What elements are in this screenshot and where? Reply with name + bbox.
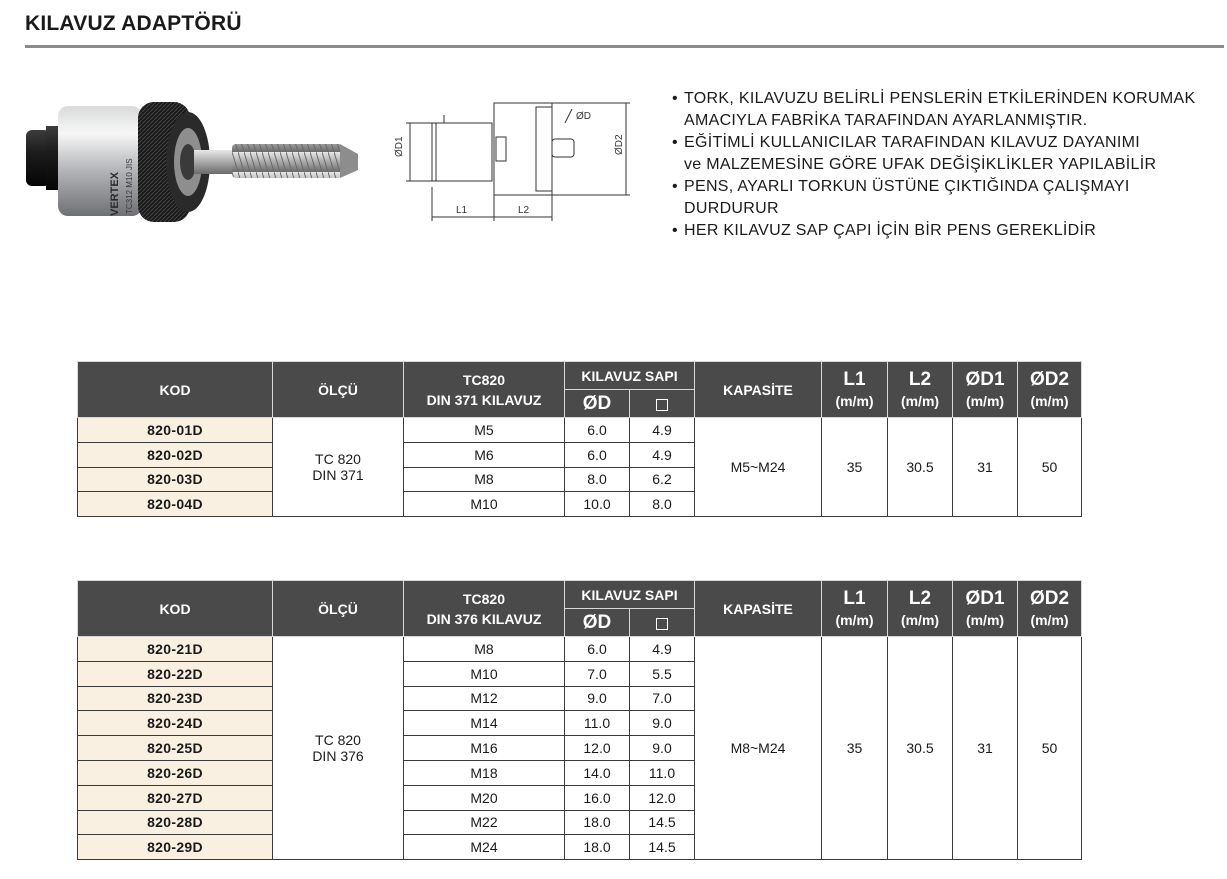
spec-table-din376 bbox=[77, 580, 1082, 860]
cell-square: 9.0 bbox=[630, 711, 695, 736]
label-l2: L2 bbox=[518, 205, 530, 216]
cell-square: 8.0 bbox=[630, 492, 695, 517]
cell-kod: 820-26D bbox=[78, 760, 273, 785]
olcu-line: DIN 371 bbox=[312, 467, 364, 484]
cell-kod: 820-25D bbox=[78, 736, 273, 761]
cell-kod: 820-28D bbox=[78, 810, 273, 835]
feature-list bbox=[672, 88, 1227, 242]
cell-square: 14.5 bbox=[630, 835, 695, 860]
label-d: ØD bbox=[576, 111, 591, 122]
tap-adapter-photo bbox=[22, 92, 362, 232]
cell-tap: M12 bbox=[404, 686, 565, 711]
cell-od: 10.0 bbox=[565, 492, 630, 517]
feature-text: ve MALZEMESİNE GÖRE UFAK DEĞİŞİKLİKLER YAPILABİLİR bbox=[684, 156, 1157, 173]
cell-d1: 31 bbox=[953, 637, 1018, 860]
olcu-line: TC 820 bbox=[315, 451, 361, 468]
label-d1: ØD1 bbox=[394, 136, 405, 157]
feature-item bbox=[672, 88, 1227, 132]
header-od: ØD bbox=[565, 609, 630, 637]
header-tc820: TC820 bbox=[462, 371, 506, 388]
header-kapasite: KAPASİTE bbox=[695, 581, 822, 637]
feature-item bbox=[672, 176, 1227, 220]
cell-kod: 820-24D bbox=[78, 711, 273, 736]
cell-kod: 820-29D bbox=[78, 835, 273, 860]
header-l1: L1 (m/m) bbox=[822, 362, 888, 418]
bullet-icon: • bbox=[672, 222, 678, 239]
cell-l1: 35 bbox=[822, 418, 888, 517]
cell-square: 4.9 bbox=[630, 418, 695, 443]
cell-tap: M24 bbox=[404, 835, 565, 860]
cell-od: 14.0 bbox=[565, 760, 630, 785]
page-title: KILAVUZ ADAPTÖRÜ bbox=[25, 12, 242, 35]
feature-text: PENS, AYARLI TORKUN ÜSTÜNE ÇIKTIĞINDA ÇALIŞMAYI bbox=[684, 178, 1130, 195]
header-din: DIN 376 KILAVUZ bbox=[426, 610, 542, 627]
cell-square: 7.0 bbox=[630, 686, 695, 711]
cell-kod: 820-04D bbox=[78, 492, 273, 517]
cell-l2: 30.5 bbox=[888, 418, 953, 517]
olcu-line: TC 820 bbox=[315, 732, 361, 749]
cell-square: 6.2 bbox=[630, 467, 695, 492]
cell-d2: 50 bbox=[1018, 418, 1082, 517]
cell-tap: M16 bbox=[404, 736, 565, 761]
cell-tap: M8 bbox=[404, 637, 565, 662]
cell-kod: 820-23D bbox=[78, 686, 273, 711]
cell-kod: 820-27D bbox=[78, 785, 273, 810]
cell-tap: M20 bbox=[404, 785, 565, 810]
label-l1: L1 bbox=[456, 205, 468, 216]
label-d2: ØD2 bbox=[614, 134, 625, 155]
header-l2: L2 (m/m) bbox=[888, 362, 953, 418]
title-divider bbox=[25, 45, 1224, 48]
cell-d2: 50 bbox=[1018, 637, 1082, 860]
feature-text: EĞİTİMLİ KULLANICILAR TARAFINDAN KILAVUZ DAYANIMI bbox=[684, 134, 1140, 151]
header-kapasite: KAPASİTE bbox=[695, 362, 822, 418]
header-olcu: ÖLÇÜ bbox=[273, 362, 404, 418]
bullet-icon: • bbox=[672, 178, 678, 195]
cell-l1: 35 bbox=[822, 637, 888, 860]
model-engraving: TC312 M10 JIS bbox=[125, 158, 134, 214]
cell-od: 18.0 bbox=[565, 835, 630, 860]
cell-tap: M14 bbox=[404, 711, 565, 736]
cell-square: 12.0 bbox=[630, 785, 695, 810]
header-d2: ØD2 (m/m) bbox=[1018, 362, 1082, 418]
cell-kapasite: M5~M24 bbox=[695, 418, 822, 517]
cell-kod: 820-01D bbox=[78, 418, 273, 443]
cell-tap: M6 bbox=[404, 442, 565, 467]
olcu-line: DIN 376 bbox=[312, 748, 364, 765]
cell-od: 12.0 bbox=[565, 736, 630, 761]
cell-d1: 31 bbox=[953, 418, 1018, 517]
cell-olcu bbox=[273, 418, 404, 517]
cell-tap: M10 bbox=[404, 492, 565, 517]
cell-od: 7.0 bbox=[565, 661, 630, 686]
cell-kapasite: M8~M24 bbox=[695, 637, 822, 860]
feature-item bbox=[672, 220, 1227, 242]
bullet-icon: • bbox=[672, 134, 678, 151]
cell-square: 14.5 bbox=[630, 810, 695, 835]
feature-text: DURDURUR bbox=[684, 200, 779, 217]
bullet-icon: • bbox=[672, 90, 678, 107]
header-tc820: TC820 bbox=[462, 590, 506, 607]
cell-square: 11.0 bbox=[630, 760, 695, 785]
header-tap-standard bbox=[404, 581, 565, 637]
cell-square: 4.9 bbox=[630, 442, 695, 467]
technical-drawing bbox=[390, 95, 640, 225]
square-icon bbox=[656, 399, 668, 411]
header-d1: ØD1 (m/m) bbox=[953, 581, 1018, 637]
cell-square: 4.9 bbox=[630, 637, 695, 662]
header-square bbox=[630, 609, 695, 637]
cell-tap: M8 bbox=[404, 467, 565, 492]
header-olcu: ÖLÇÜ bbox=[273, 581, 404, 637]
feature-text: TORK, KILAVUZU BELİRLİ PENSLERİN ETKİLERİNDEN KORUMAK bbox=[684, 90, 1196, 107]
cell-square: 5.5 bbox=[630, 661, 695, 686]
header-tap-standard bbox=[404, 362, 565, 418]
feature-text: HER KILAVUZ SAP ÇAPI İÇİN BİR PENS GEREKLİDİR bbox=[684, 222, 1097, 239]
cell-od: 8.0 bbox=[565, 467, 630, 492]
cell-tap: M22 bbox=[404, 810, 565, 835]
cell-tap: M5 bbox=[404, 418, 565, 443]
cell-od: 11.0 bbox=[565, 711, 630, 736]
cell-od: 6.0 bbox=[565, 637, 630, 662]
cell-od: 16.0 bbox=[565, 785, 630, 810]
header-d2: ØD2 (m/m) bbox=[1018, 581, 1082, 637]
cell-square: 9.0 bbox=[630, 736, 695, 761]
header-d1: ØD1 (m/m) bbox=[953, 362, 1018, 418]
cell-od: 6.0 bbox=[565, 442, 630, 467]
cell-l2: 30.5 bbox=[888, 637, 953, 860]
feature-text: AMACIYLA FABRİKA TARAFINDAN AYARLANMIŞTIR. bbox=[684, 112, 1088, 129]
cell-kod: 820-03D bbox=[78, 467, 273, 492]
cell-od: 18.0 bbox=[565, 810, 630, 835]
feature-item bbox=[672, 132, 1227, 176]
cell-od: 6.0 bbox=[565, 418, 630, 443]
cell-tap: M10 bbox=[404, 661, 565, 686]
square-icon bbox=[656, 618, 668, 630]
header-l2: L2 (m/m) bbox=[888, 581, 953, 637]
header-kod: KOD bbox=[78, 362, 273, 418]
header-kod: KOD bbox=[78, 581, 273, 637]
cell-tap: M18 bbox=[404, 760, 565, 785]
cell-kod: 820-21D bbox=[78, 637, 273, 662]
cell-kod: 820-02D bbox=[78, 442, 273, 467]
header-din: DIN 371 KILAVUZ bbox=[426, 391, 542, 408]
brand-engraving: VERTEX bbox=[109, 171, 121, 216]
cell-kod: 820-22D bbox=[78, 661, 273, 686]
table-row bbox=[78, 418, 1082, 443]
header-od: ØD bbox=[565, 390, 630, 418]
cell-olcu bbox=[273, 637, 404, 860]
header-l1: L1 (m/m) bbox=[822, 581, 888, 637]
cell-od: 9.0 bbox=[565, 686, 630, 711]
header-square bbox=[630, 390, 695, 418]
header-sap: KILAVUZ SAPI bbox=[565, 581, 695, 609]
header-sap: KILAVUZ SAPI bbox=[565, 362, 695, 390]
spec-table-din371 bbox=[77, 361, 1082, 517]
table-row bbox=[78, 637, 1082, 662]
